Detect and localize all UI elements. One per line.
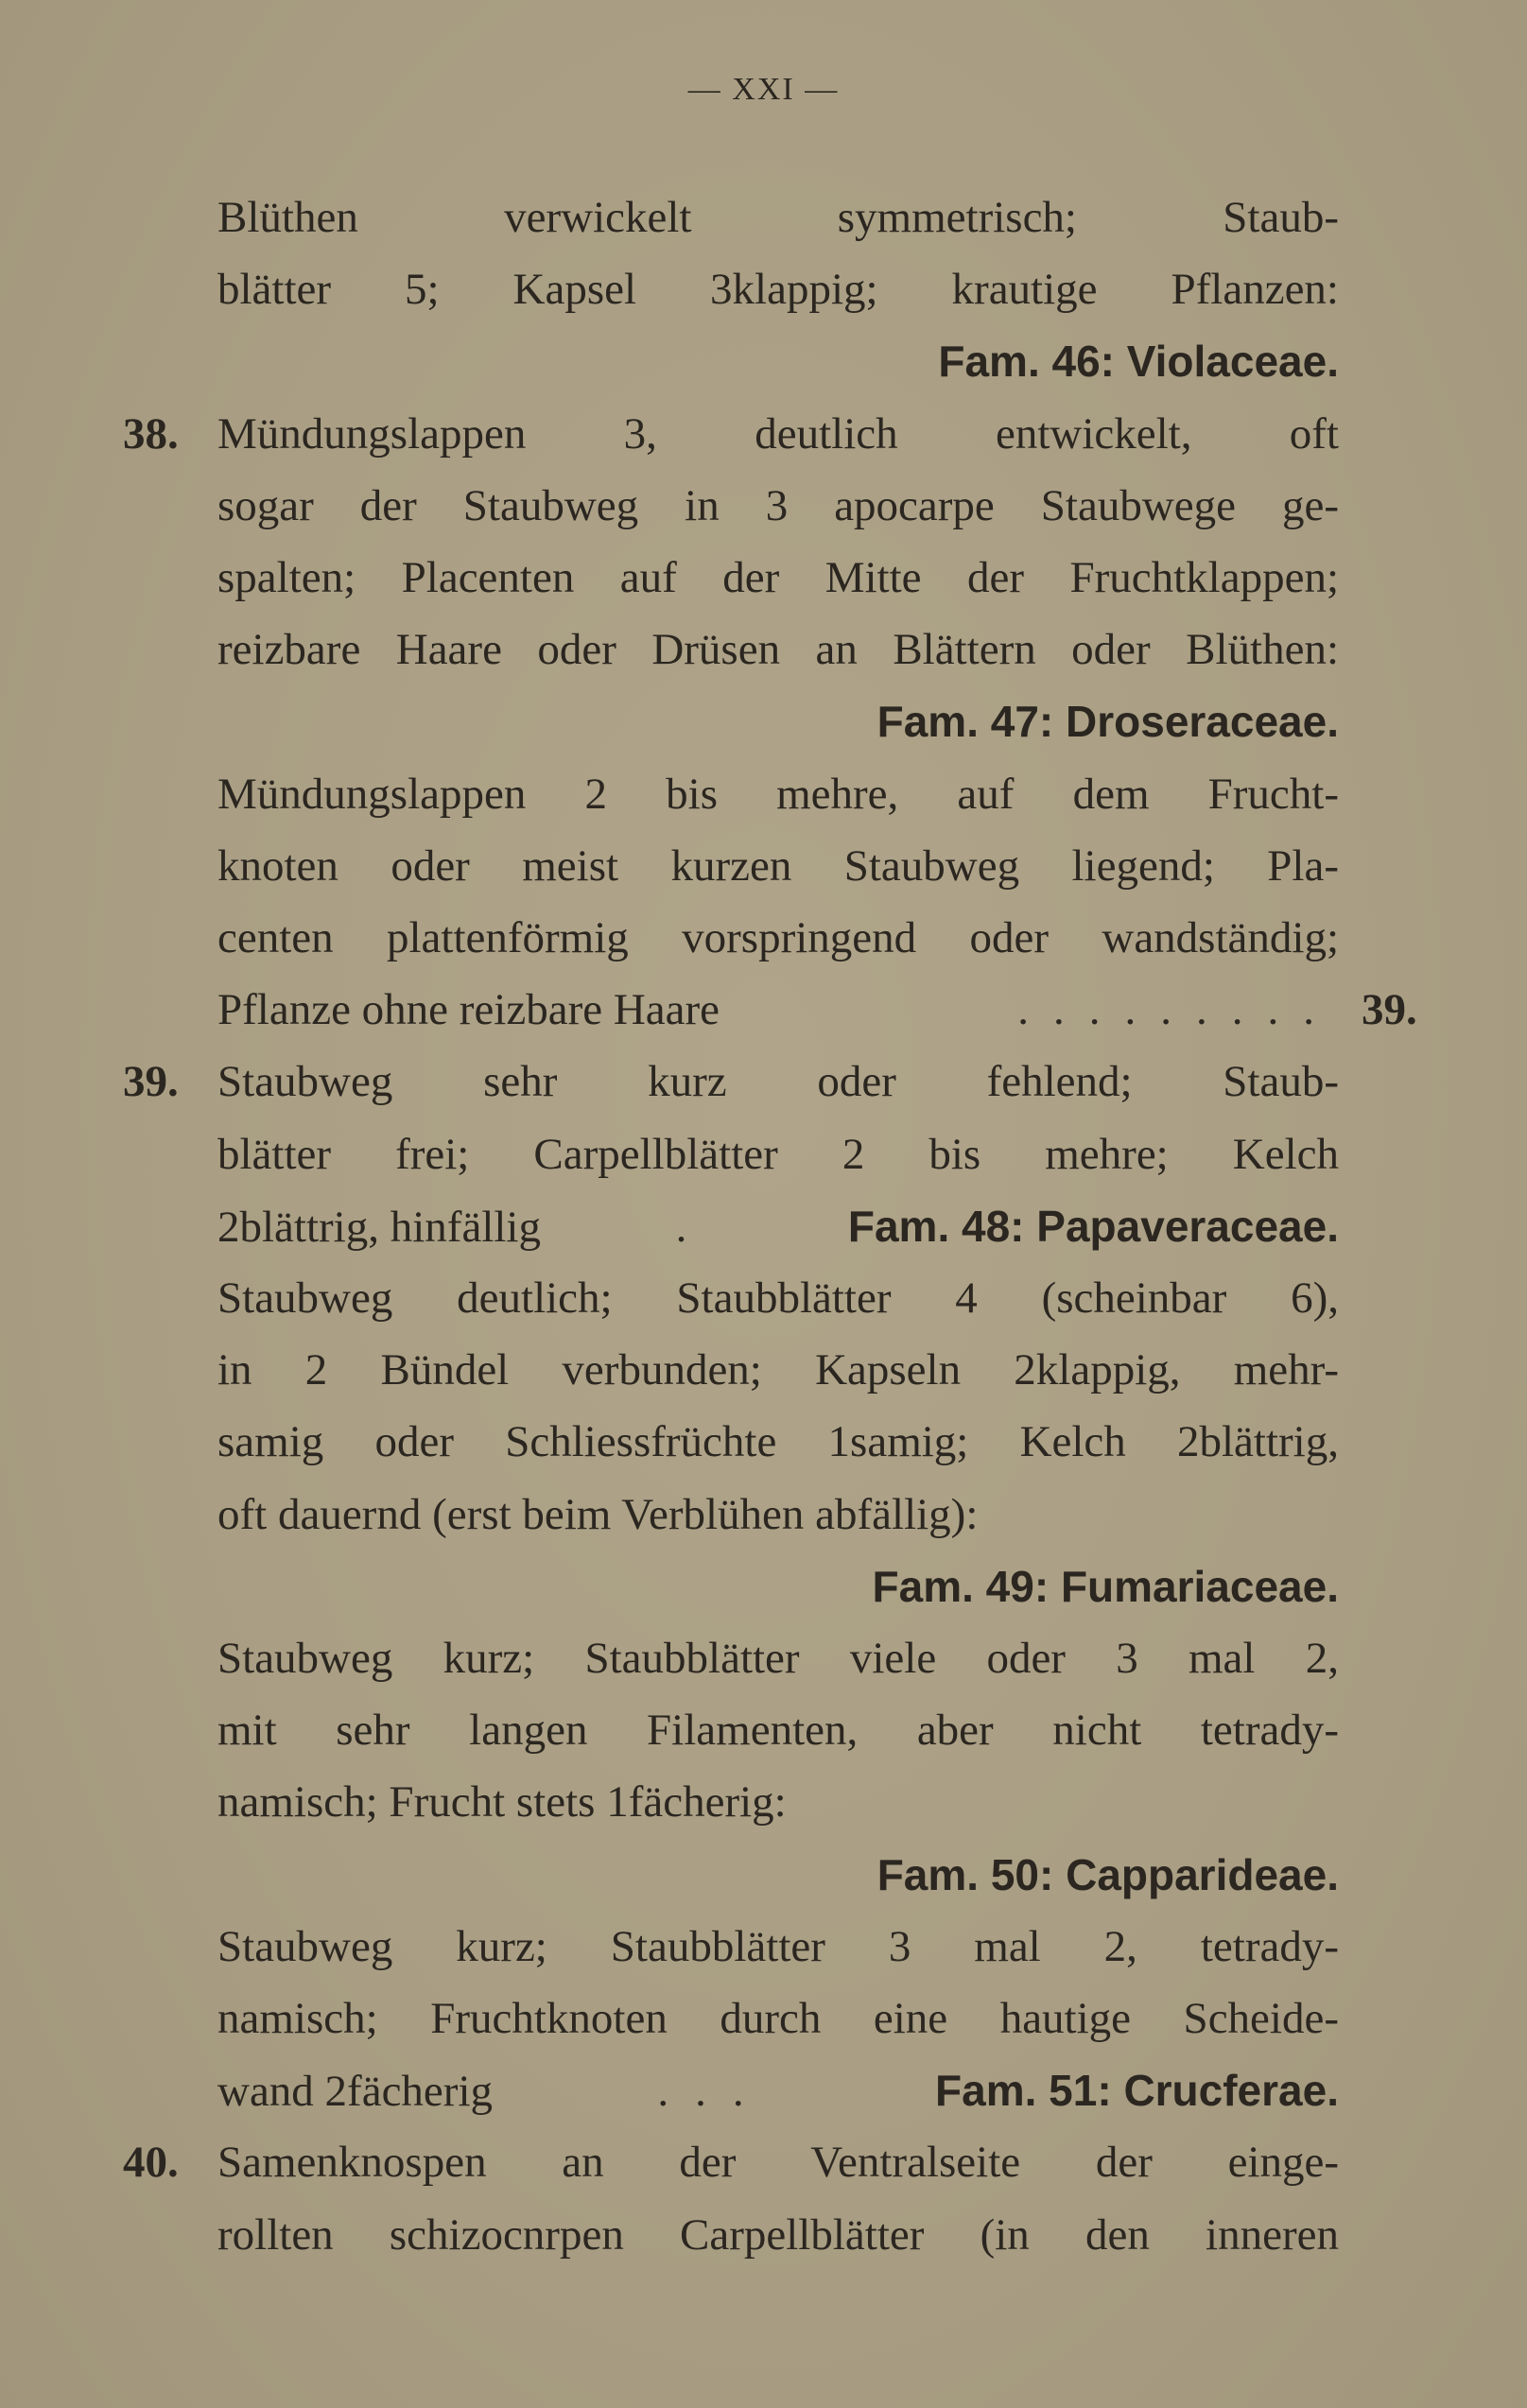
text-line	[217, 1118, 1339, 1190]
line-text: 2blättrig, hinfällig	[217, 1203, 541, 1252]
line-text: blätter 5; Kapsel 3klappig; krautige Pflanzen:	[217, 265, 1339, 314]
line-text: centen plattenförmig vorspringend oder wandständig;	[217, 913, 1339, 962]
text-line	[217, 182, 1339, 253]
text-line	[217, 398, 1339, 470]
text-line	[217, 2199, 1339, 2271]
text-line	[217, 1911, 1339, 1983]
text-line	[217, 1334, 1339, 1406]
text-line	[217, 1550, 1339, 1622]
text-line	[217, 1190, 1339, 1262]
text-line	[217, 1479, 1339, 1550]
text-line	[217, 1983, 1339, 2054]
text-line	[217, 685, 1339, 757]
family-name: Fam. 48: Papaveraceae.	[847, 1202, 1339, 1251]
text-line	[217, 758, 1339, 830]
line-text: mit sehr langen Filamenten, aber nicht tetrady-	[217, 1706, 1339, 1755]
line-text: wand 2fächerig	[217, 2067, 493, 2116]
text-line	[217, 1262, 1339, 1334]
text-line	[217, 1622, 1339, 1694]
text-line	[217, 1046, 1339, 1117]
line-text: namisch; Frucht stets 1fächerig:	[217, 1777, 787, 1827]
line-text: in 2 Bündel verbunden; Kapseln 2klappig, mehr-	[217, 1345, 1339, 1395]
line-text: reizbare Haare oder Drüsen an Blättern oder Blüthen:	[217, 625, 1339, 674]
text-line	[217, 1766, 1339, 1838]
line-text: Mündungslappen 3, deutlich entwickelt, oft	[217, 409, 1339, 459]
family-name: Fam. 49: Fumariaceae.	[872, 1562, 1339, 1611]
leader-dots: .	[675, 1203, 714, 1252]
family-name: Fam. 50: Capparideae.	[876, 1850, 1339, 1899]
line-text: oft dauernd (erst beim Verblühen abfällig):	[217, 1490, 979, 1539]
line-text: Blüthen verwickelt symmetrisch; Staub-	[217, 193, 1339, 242]
couplet-number: 39.	[123, 1057, 179, 1106]
line-text: Staubweg deutlich; Staubblätter 4 (scheinbar 6),	[217, 1273, 1339, 1323]
leader-dots: ...	[657, 2067, 771, 2116]
line-text: knoten oder meist kurzen Staubweg liegend; Pla-	[217, 841, 1339, 891]
page-number: — XXI —	[687, 72, 840, 107]
text-line	[217, 1406, 1339, 1478]
line-text: samig oder Schliessfrüchte 1samig; Kelch 2blättrig,	[217, 1417, 1339, 1466]
text-line	[217, 1694, 1339, 1766]
family-name: Fam. 46: Violaceae.	[938, 337, 1339, 386]
text-line	[217, 542, 1339, 614]
line-text: sogar der Staubweg in 3 apocarpe Staubwege ge-	[217, 481, 1339, 530]
leader-dots: .........	[1017, 985, 1339, 1034]
text-line	[217, 902, 1339, 974]
line-text: Staubweg kurz; Staubblätter 3 mal 2, tetrady-	[217, 1922, 1339, 1971]
text-line	[217, 470, 1339, 542]
line-text: Mündungslappen 2 bis mehre, auf dem Frucht-	[217, 770, 1339, 819]
line-text: spalten; Placenten auf der Mitte der Fruchtklappen;	[217, 553, 1339, 602]
text-line	[217, 614, 1339, 685]
reference-number: 39.	[1362, 985, 1417, 1034]
line-text: Staubweg kurz; Staubblätter viele oder 3 mal 2,	[217, 1634, 1339, 1683]
couplet-number: 40.	[123, 2138, 179, 2187]
text-line	[217, 2126, 1339, 2198]
line-text: rollten schizocnrpen Carpellblätter (in den inneren	[217, 2210, 1339, 2260]
line-text: Pflanze ohne reizbare Haare	[217, 985, 720, 1034]
line-text: namisch; Fruchtknoten durch eine hautige Scheide-	[217, 1994, 1339, 2043]
family-name: Fam. 47: Droseraceae.	[876, 697, 1339, 746]
text-line	[217, 253, 1339, 325]
text-line	[217, 974, 1339, 1046]
line-text: Samenknospen an der Ventralseite der einge-	[217, 2138, 1339, 2187]
line-text: Staubweg sehr kurz oder fehlend; Staub-	[217, 1057, 1339, 1106]
couplet-number: 38.	[123, 409, 179, 459]
family-name: Fam. 51: Crucferae.	[935, 2066, 1339, 2115]
text-line	[217, 830, 1339, 902]
text-line	[217, 325, 1339, 397]
text-line	[217, 2054, 1339, 2126]
line-text: blätter frei; Carpellblätter 2 bis mehre; Kelch	[217, 1130, 1339, 1179]
text-line	[217, 1839, 1339, 1911]
